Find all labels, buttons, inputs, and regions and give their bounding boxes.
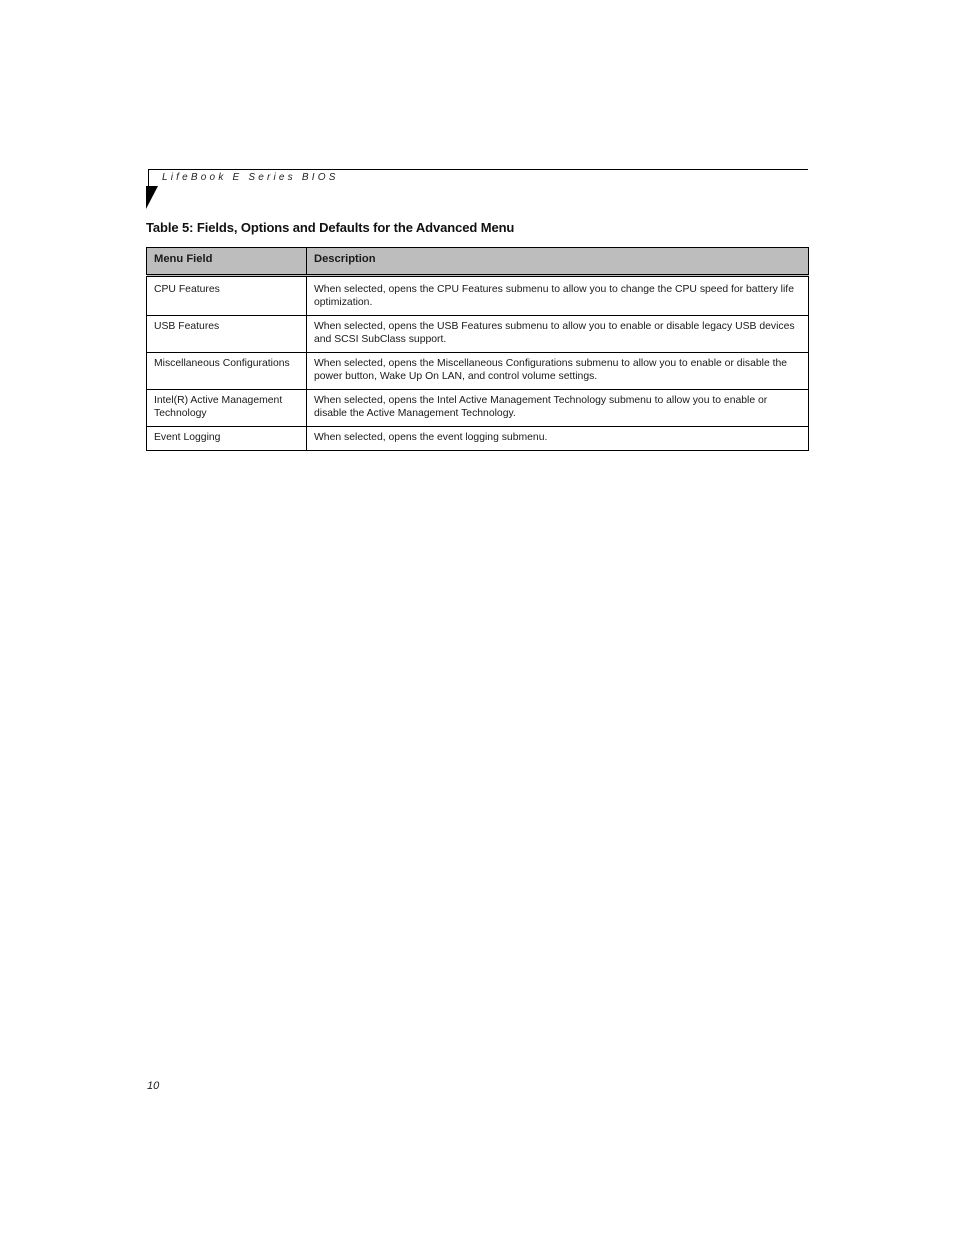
header-rule xyxy=(148,169,808,170)
table-row xyxy=(147,353,809,390)
description-cell: When selected, opens the event logging submenu. xyxy=(307,427,809,451)
table-header-row xyxy=(147,248,809,276)
advanced-menu-table xyxy=(146,247,809,451)
description-cell: When selected, opens the Intel Active Management Technology submenu to allow you to enable or disable the Active Management Technology. xyxy=(307,390,809,427)
menu-field-cell: USB Features xyxy=(147,316,307,353)
running-head: LifeBook E Series BIOS xyxy=(162,172,339,183)
header-wedge-mark xyxy=(146,186,158,209)
column-header-menu-field: Menu Field xyxy=(147,248,307,276)
column-header-description: Description xyxy=(307,248,809,276)
menu-field-cell: Intel(R) Active Management Technology xyxy=(147,390,307,427)
table-row xyxy=(147,427,809,451)
table-row xyxy=(147,276,809,316)
description-cell: When selected, opens the Miscellaneous Configurations submenu to allow you to enable or disable the power button, Wake Up On LAN, and control volume settings. xyxy=(307,353,809,390)
table-caption: Table 5: Fields, Options and Defaults for the Advanced Menu xyxy=(146,220,515,235)
menu-field-cell: CPU Features xyxy=(147,276,307,316)
menu-field-cell: Miscellaneous Configurations xyxy=(147,353,307,390)
table-row xyxy=(147,390,809,427)
menu-field-cell: Event Logging xyxy=(147,427,307,451)
table-row xyxy=(147,316,809,353)
description-cell: When selected, opens the USB Features submenu to allow you to enable or disable legacy USB devices and SCSI SubClass support. xyxy=(307,316,809,353)
page-number: 10 xyxy=(147,1080,160,1092)
description-cell: When selected, opens the CPU Features submenu to allow you to change the CPU speed for battery life optimization. xyxy=(307,276,809,316)
